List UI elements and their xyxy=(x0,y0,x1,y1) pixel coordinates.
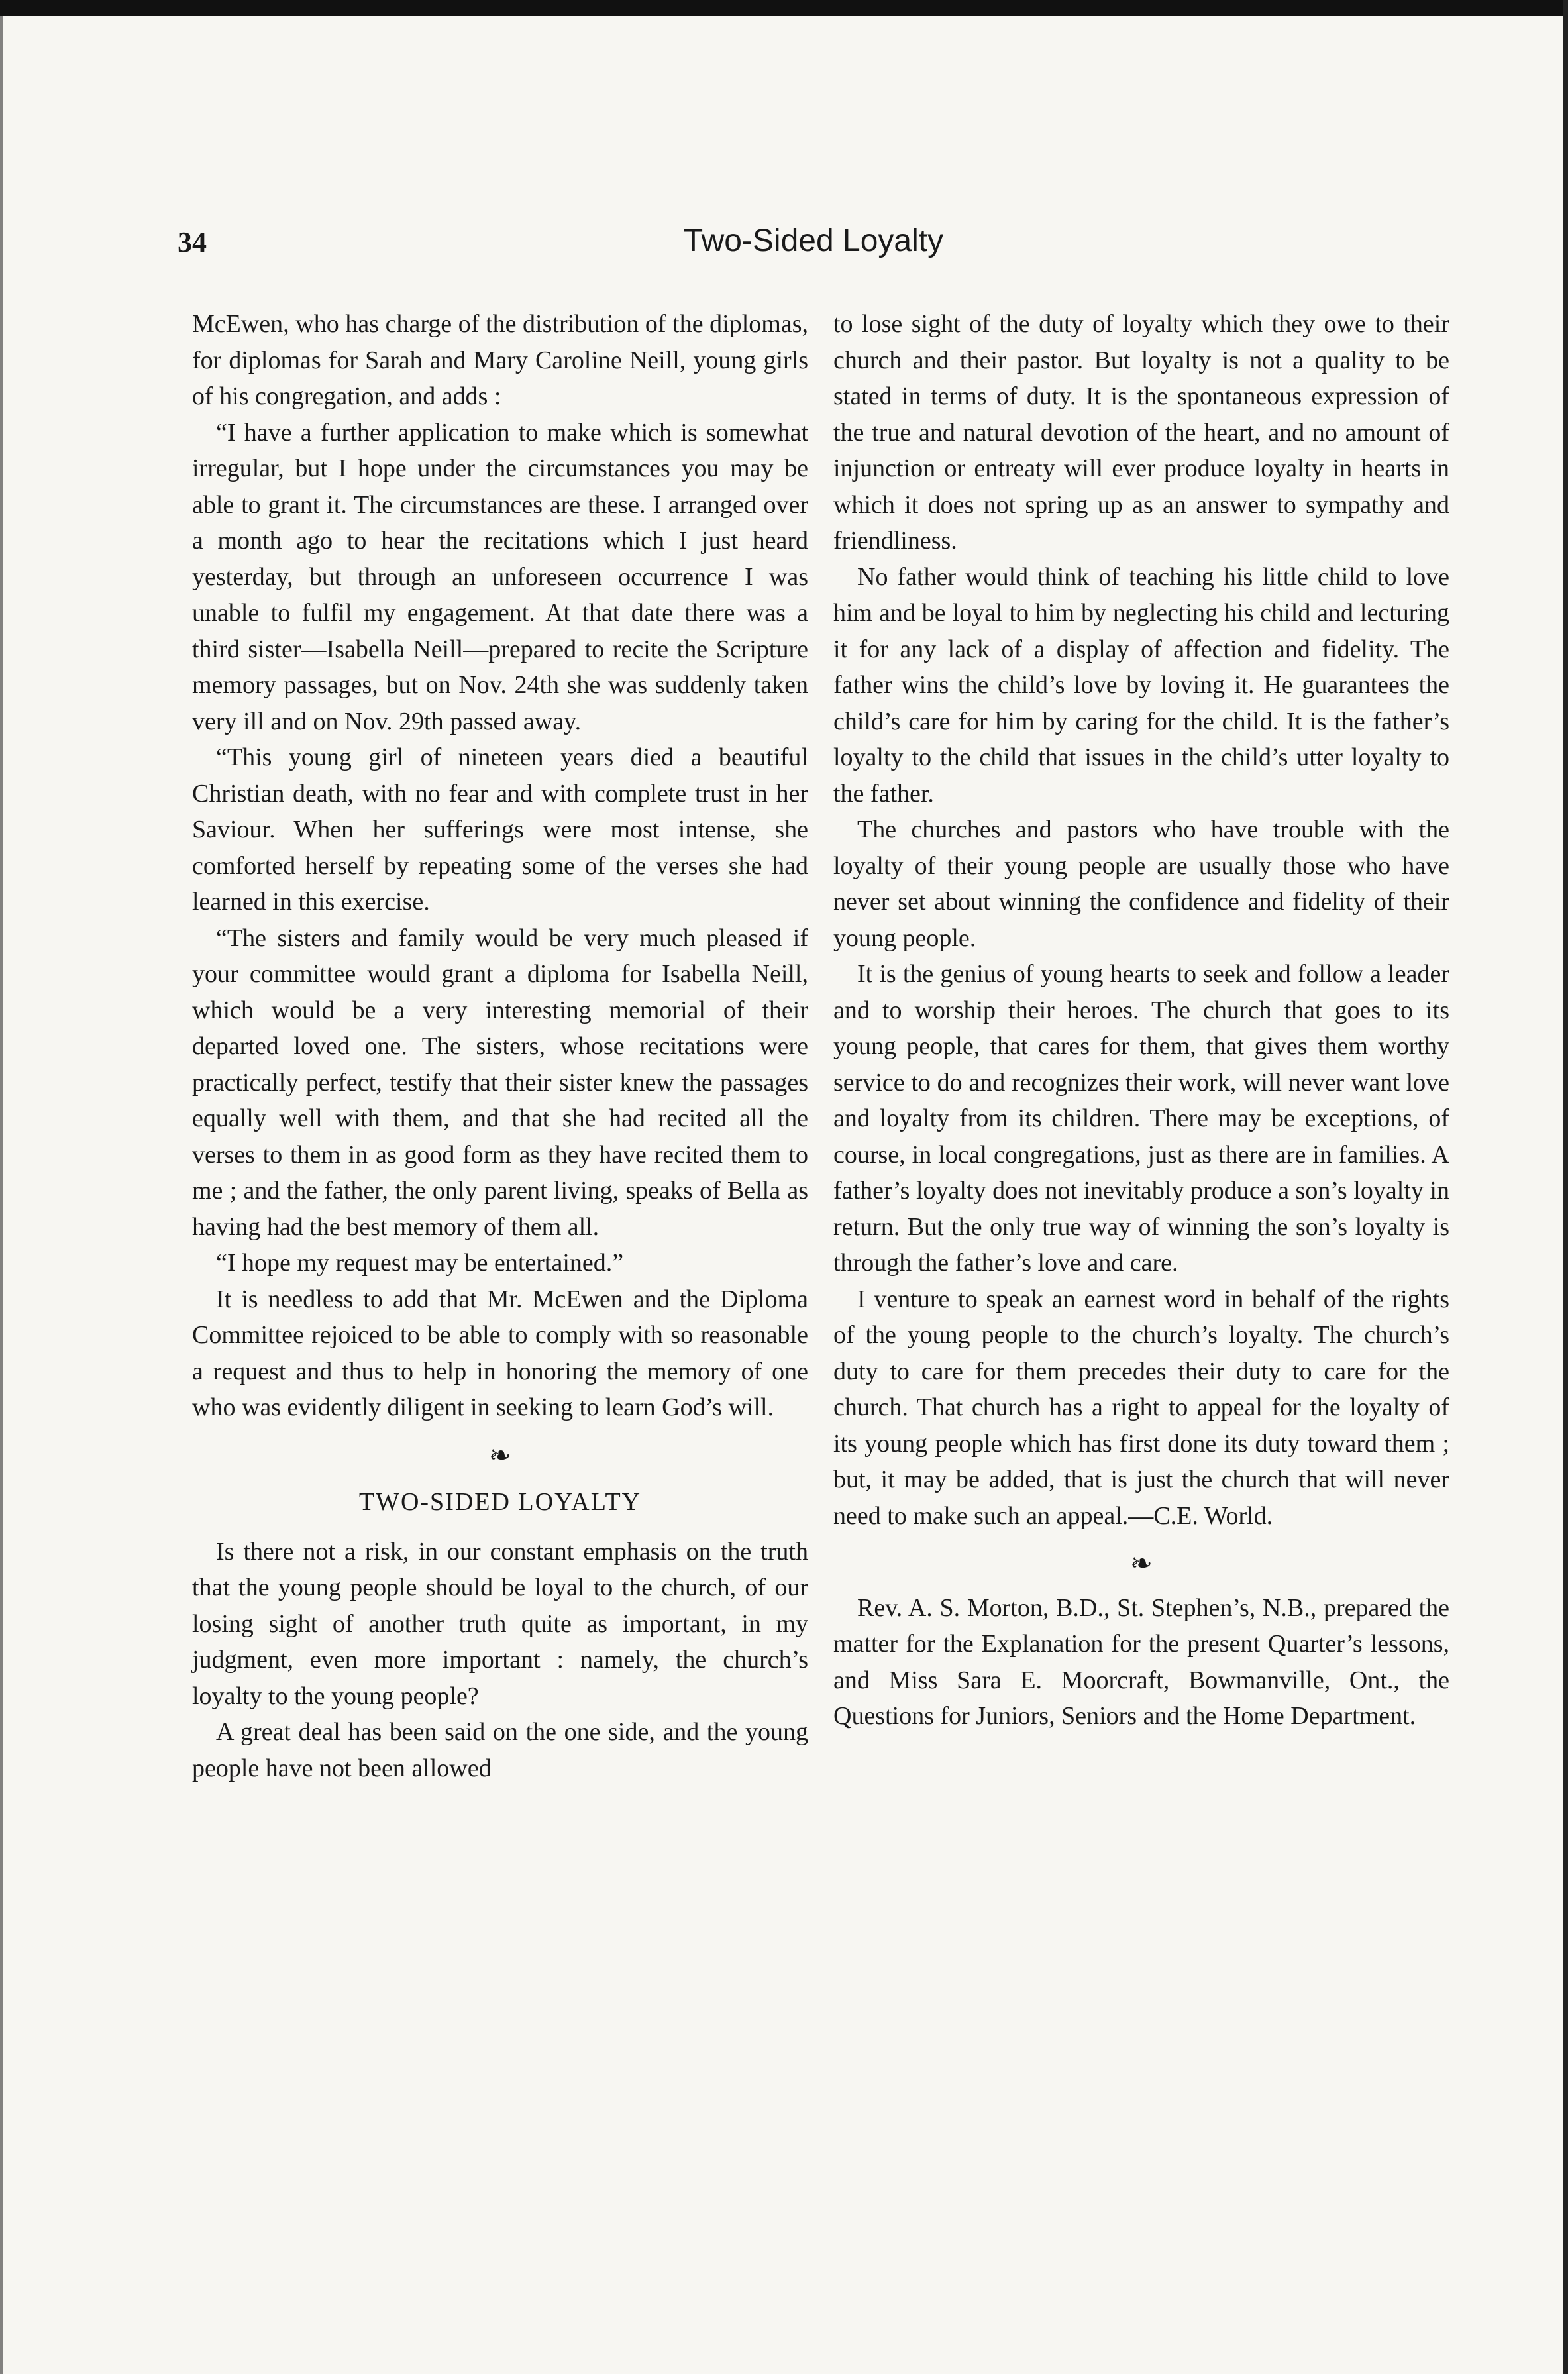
paragraph: I venture to speak an earnest word in behalf of the rights of the young people to the church’s loyalty. The church’s duty to care for them precedes their duty to care for the church. That church has a right to appeal for the loyalty of its young people which has first done its duty toward them ; but, it may be added, that is just the church that will never need to make such an appeal.—C.E. World. xyxy=(833,1285,1449,1530)
right-column xyxy=(833,306,1449,1735)
paragraph: to lose sight of the duty of loyalty which they owe to their church and their pastor. But loyalty is not a quality to be stated in terms of duty. It is the spontaneous expression of the true and natural devotion of the heart, and no amount of injunction or entreaty will ever produce loyalty in hearts in which it does not spring up as an answer to sympathy and friendliness. xyxy=(833,310,1449,555)
left-column xyxy=(192,306,808,1786)
scan-edge-left xyxy=(0,16,3,2374)
paragraph: No father would think of teaching his little child to love him and be loyal to him by neglecting his child and lecturing it for any lack of a display of affection and fidelity. The father wins the child’s love by loving it. He guarantees the child’s care for him by caring for the child. It is the father’s loyalty to the child that issues in the child’s utter loyalty to the father. xyxy=(833,563,1449,808)
page-number: 34 xyxy=(178,226,207,258)
scan-edge-right xyxy=(1563,0,1568,2374)
running-head: Two-Sided Loyalty xyxy=(683,223,944,258)
section-ornament: ❧ xyxy=(489,1440,511,1470)
paragraph: “I hope my request may be entertained.” xyxy=(216,1249,624,1277)
paragraph: It is the genius of young hearts to seek and follow a leader and to worship their heroes. The church that goes to its young people, that cares for them, that gives them worthy service to do and recognizes their work, will never want love and loyalty from its children. There may be exceptions, of course, in local congregations, just as there are in families. A father’s loyalty does not inevitably produce a son’s loyalty in return. But the only true way of winning the son’s loyalty is through the father’s love and care. xyxy=(833,960,1449,1277)
section-ornament: ❧ xyxy=(1130,1548,1153,1578)
article-heading: TWO-SIDED LOYALTY xyxy=(358,1488,642,1516)
paragraph: Is there not a risk, in our constant emphasis on the truth that the young people should be loyal to the church, of our losing sight of another truth quite as important, in my judgment, even more important : namely, the church’s loyalty to the young people? xyxy=(192,1537,808,1710)
paragraph: McEwen, who has charge of the distribution of the diplomas, for diplomas for Sarah and Mary Caroline Neill, young girls of his congregation, and adds : xyxy=(192,310,808,410)
paragraph: The churches and pastors who have trouble with the loyalty of their young people are usually those who have never set about winning the confidence and fidelity of their young people. xyxy=(833,816,1449,952)
editorial-note: Rev. A. S. Morton, B.D., St. Stephen’s, N.B., prepared the matter for the Explanation for the present Quarter’s lessons, and Miss Sara E. Moorcraft, Bowmanville, Ont., the Questions for Juniors, Seniors and the Home Department. xyxy=(833,1593,1449,1730)
paragraph: “This young girl of nineteen years died a beautiful Christian death, with no fear and with complete trust in her Saviour. When her sufferings were most intense, she comforted herself by repeating some of the verses she had learned in this exercise. xyxy=(192,743,808,916)
paragraph: “The sisters and family would be very much pleased if your committee would grant a diploma for Isabella Neill, which would be a very interesting memorial of their departed loved one. The sisters, whose recitations were practically perfect, testify that their sister knew the passages equally well with them, and that she had recited all the verses to them in as good form as they have recited them to me ; and the father, the only parent living, speaks of Bella as having had the best memory of them all. xyxy=(192,924,808,1241)
paragraph: It is needless to add that Mr. McEwen and the Diploma Committee rejoiced to be able to comply with so reasonable a request and thus to help in honoring the memory of one who was evidently diligent in seeking to learn God’s will. xyxy=(192,1285,808,1421)
paragraph: A great deal has been said on the one side, and the young people have not been allowed xyxy=(192,1718,808,1782)
page-header xyxy=(178,219,1449,272)
scan-edge-top xyxy=(0,0,1568,16)
paragraph: “I have a further application to make which is somewhat irregular, but I hope under the circumstances you may be able to grant it. The circumstances are these. I arranged over a month ago to hear the recitations which I just heard yesterday, but through an unforeseen occurrence I was unable to fulfil my engagement. At that date there was a third sister—Isabella Neill—prepared to recite the Scripture memory passages, but on Nov. 24th she was suddenly taken very ill and on Nov. 29th passed away. xyxy=(192,418,808,735)
